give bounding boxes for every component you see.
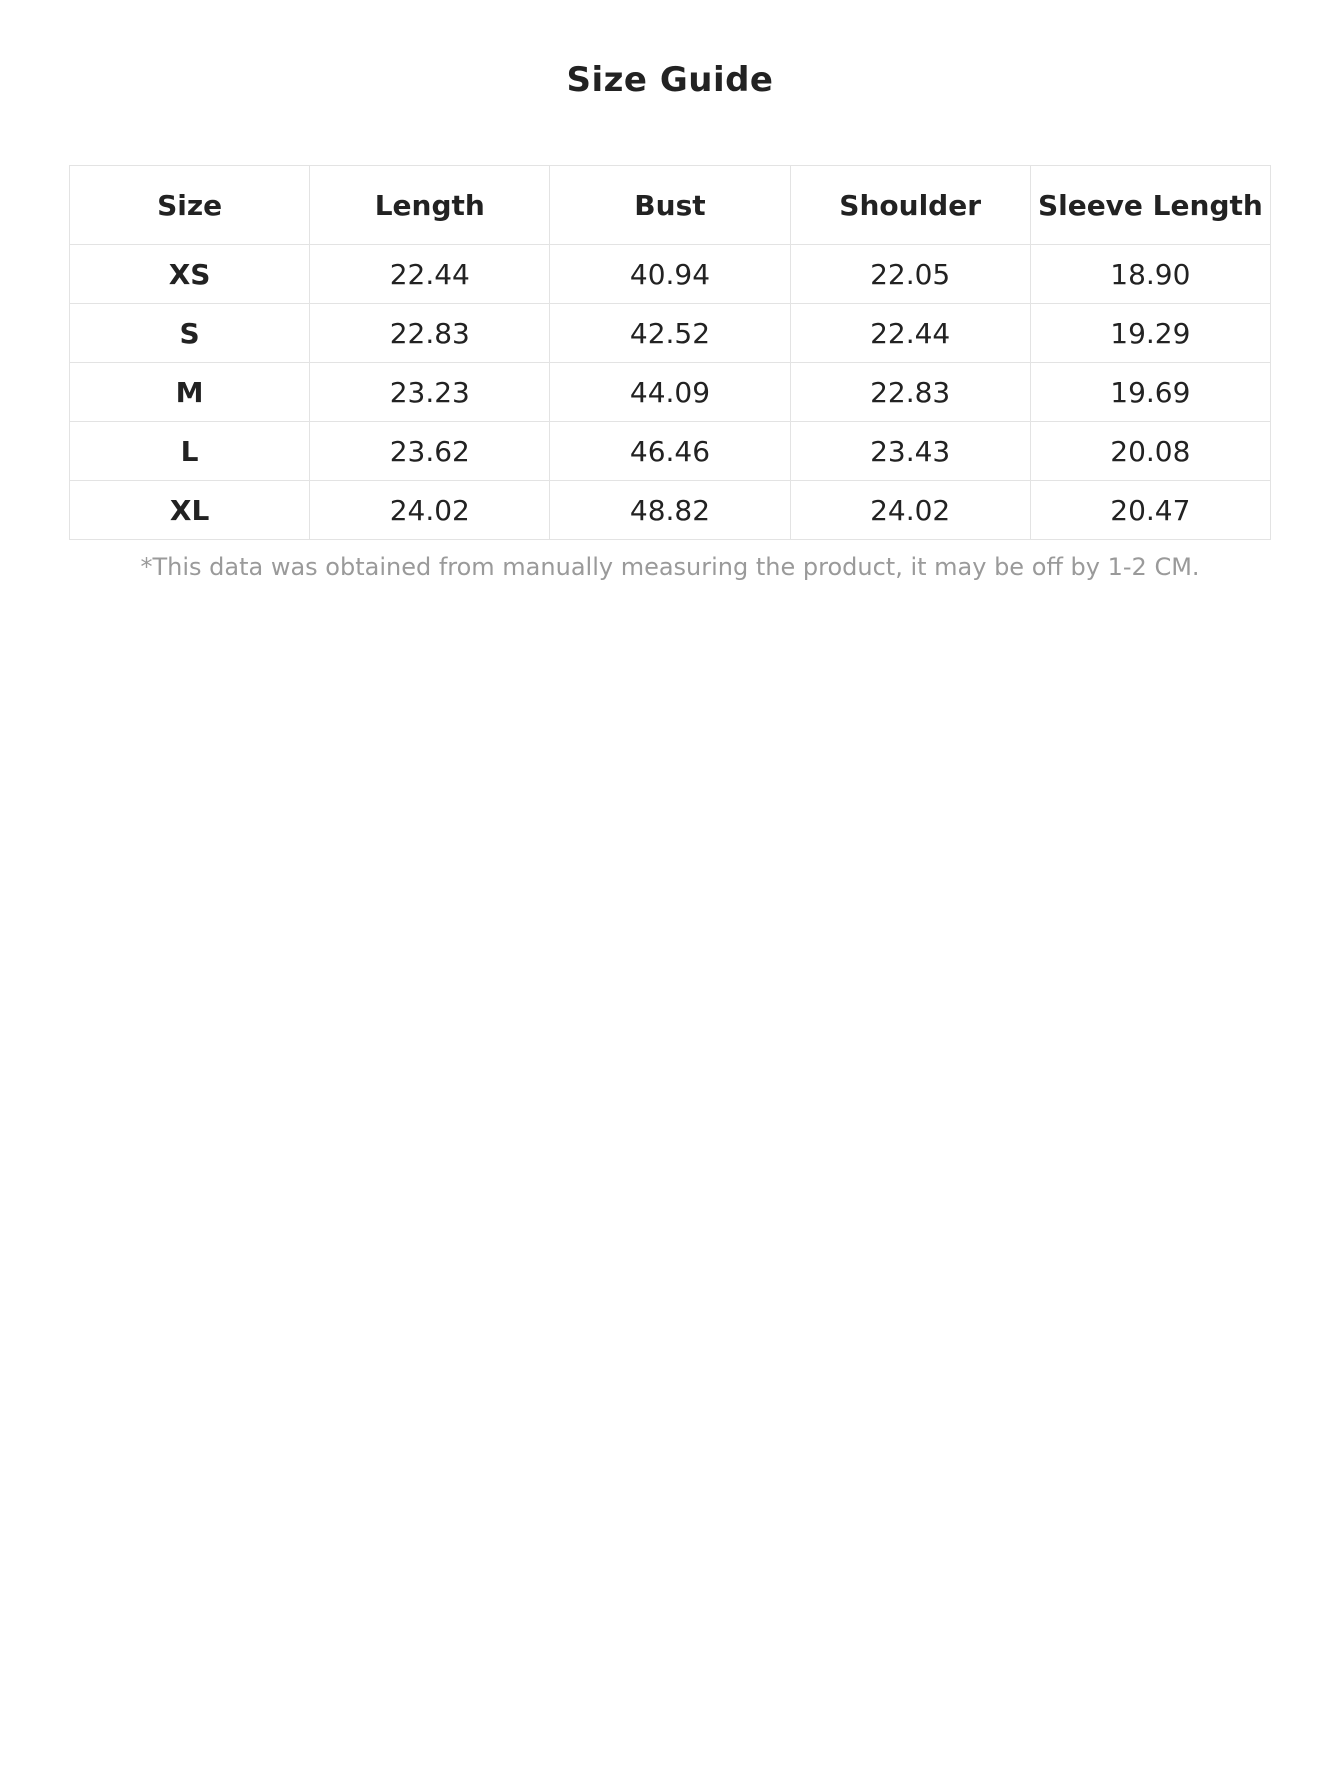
length-cell: 22.83 <box>310 304 550 363</box>
length-cell: 23.23 <box>310 363 550 422</box>
shoulder-cell: 22.44 <box>790 304 1030 363</box>
shoulder-cell: 24.02 <box>790 481 1030 540</box>
sleeve-length-cell: 20.08 <box>1030 422 1270 481</box>
table-row <box>70 481 1271 540</box>
size-cell: M <box>70 363 310 422</box>
table-row <box>70 304 1271 363</box>
table-header-row <box>70 166 1271 245</box>
size-cell: XL <box>70 481 310 540</box>
column-header-sleeve-length: Sleeve Length <box>1030 166 1270 245</box>
table-row <box>70 363 1271 422</box>
bust-cell: 46.46 <box>550 422 790 481</box>
measurement-disclaimer: *This data was obtained from manually measuring the product, it may be off by 1-2 CM. <box>140 553 1200 581</box>
column-header-shoulder: Shoulder <box>790 166 1030 245</box>
column-header-bust: Bust <box>550 166 790 245</box>
column-header-size: Size <box>70 166 310 245</box>
table-row <box>70 245 1271 304</box>
bust-cell: 42.52 <box>550 304 790 363</box>
shoulder-cell: 23.43 <box>790 422 1030 481</box>
sleeve-length-cell: 18.90 <box>1030 245 1270 304</box>
page-title: Size Guide <box>566 60 774 100</box>
size-cell: L <box>70 422 310 481</box>
size-table <box>69 165 1271 540</box>
shoulder-cell: 22.05 <box>790 245 1030 304</box>
bust-cell: 44.09 <box>550 363 790 422</box>
sleeve-length-cell: 19.29 <box>1030 304 1270 363</box>
sleeve-length-cell: 20.47 <box>1030 481 1270 540</box>
bust-cell: 40.94 <box>550 245 790 304</box>
column-header-length: Length <box>310 166 550 245</box>
length-cell: 22.44 <box>310 245 550 304</box>
length-cell: 23.62 <box>310 422 550 481</box>
table-row <box>70 422 1271 481</box>
size-cell: XS <box>70 245 310 304</box>
size-cell: S <box>70 304 310 363</box>
bust-cell: 48.82 <box>550 481 790 540</box>
shoulder-cell: 22.83 <box>790 363 1030 422</box>
length-cell: 24.02 <box>310 481 550 540</box>
sleeve-length-cell: 19.69 <box>1030 363 1270 422</box>
